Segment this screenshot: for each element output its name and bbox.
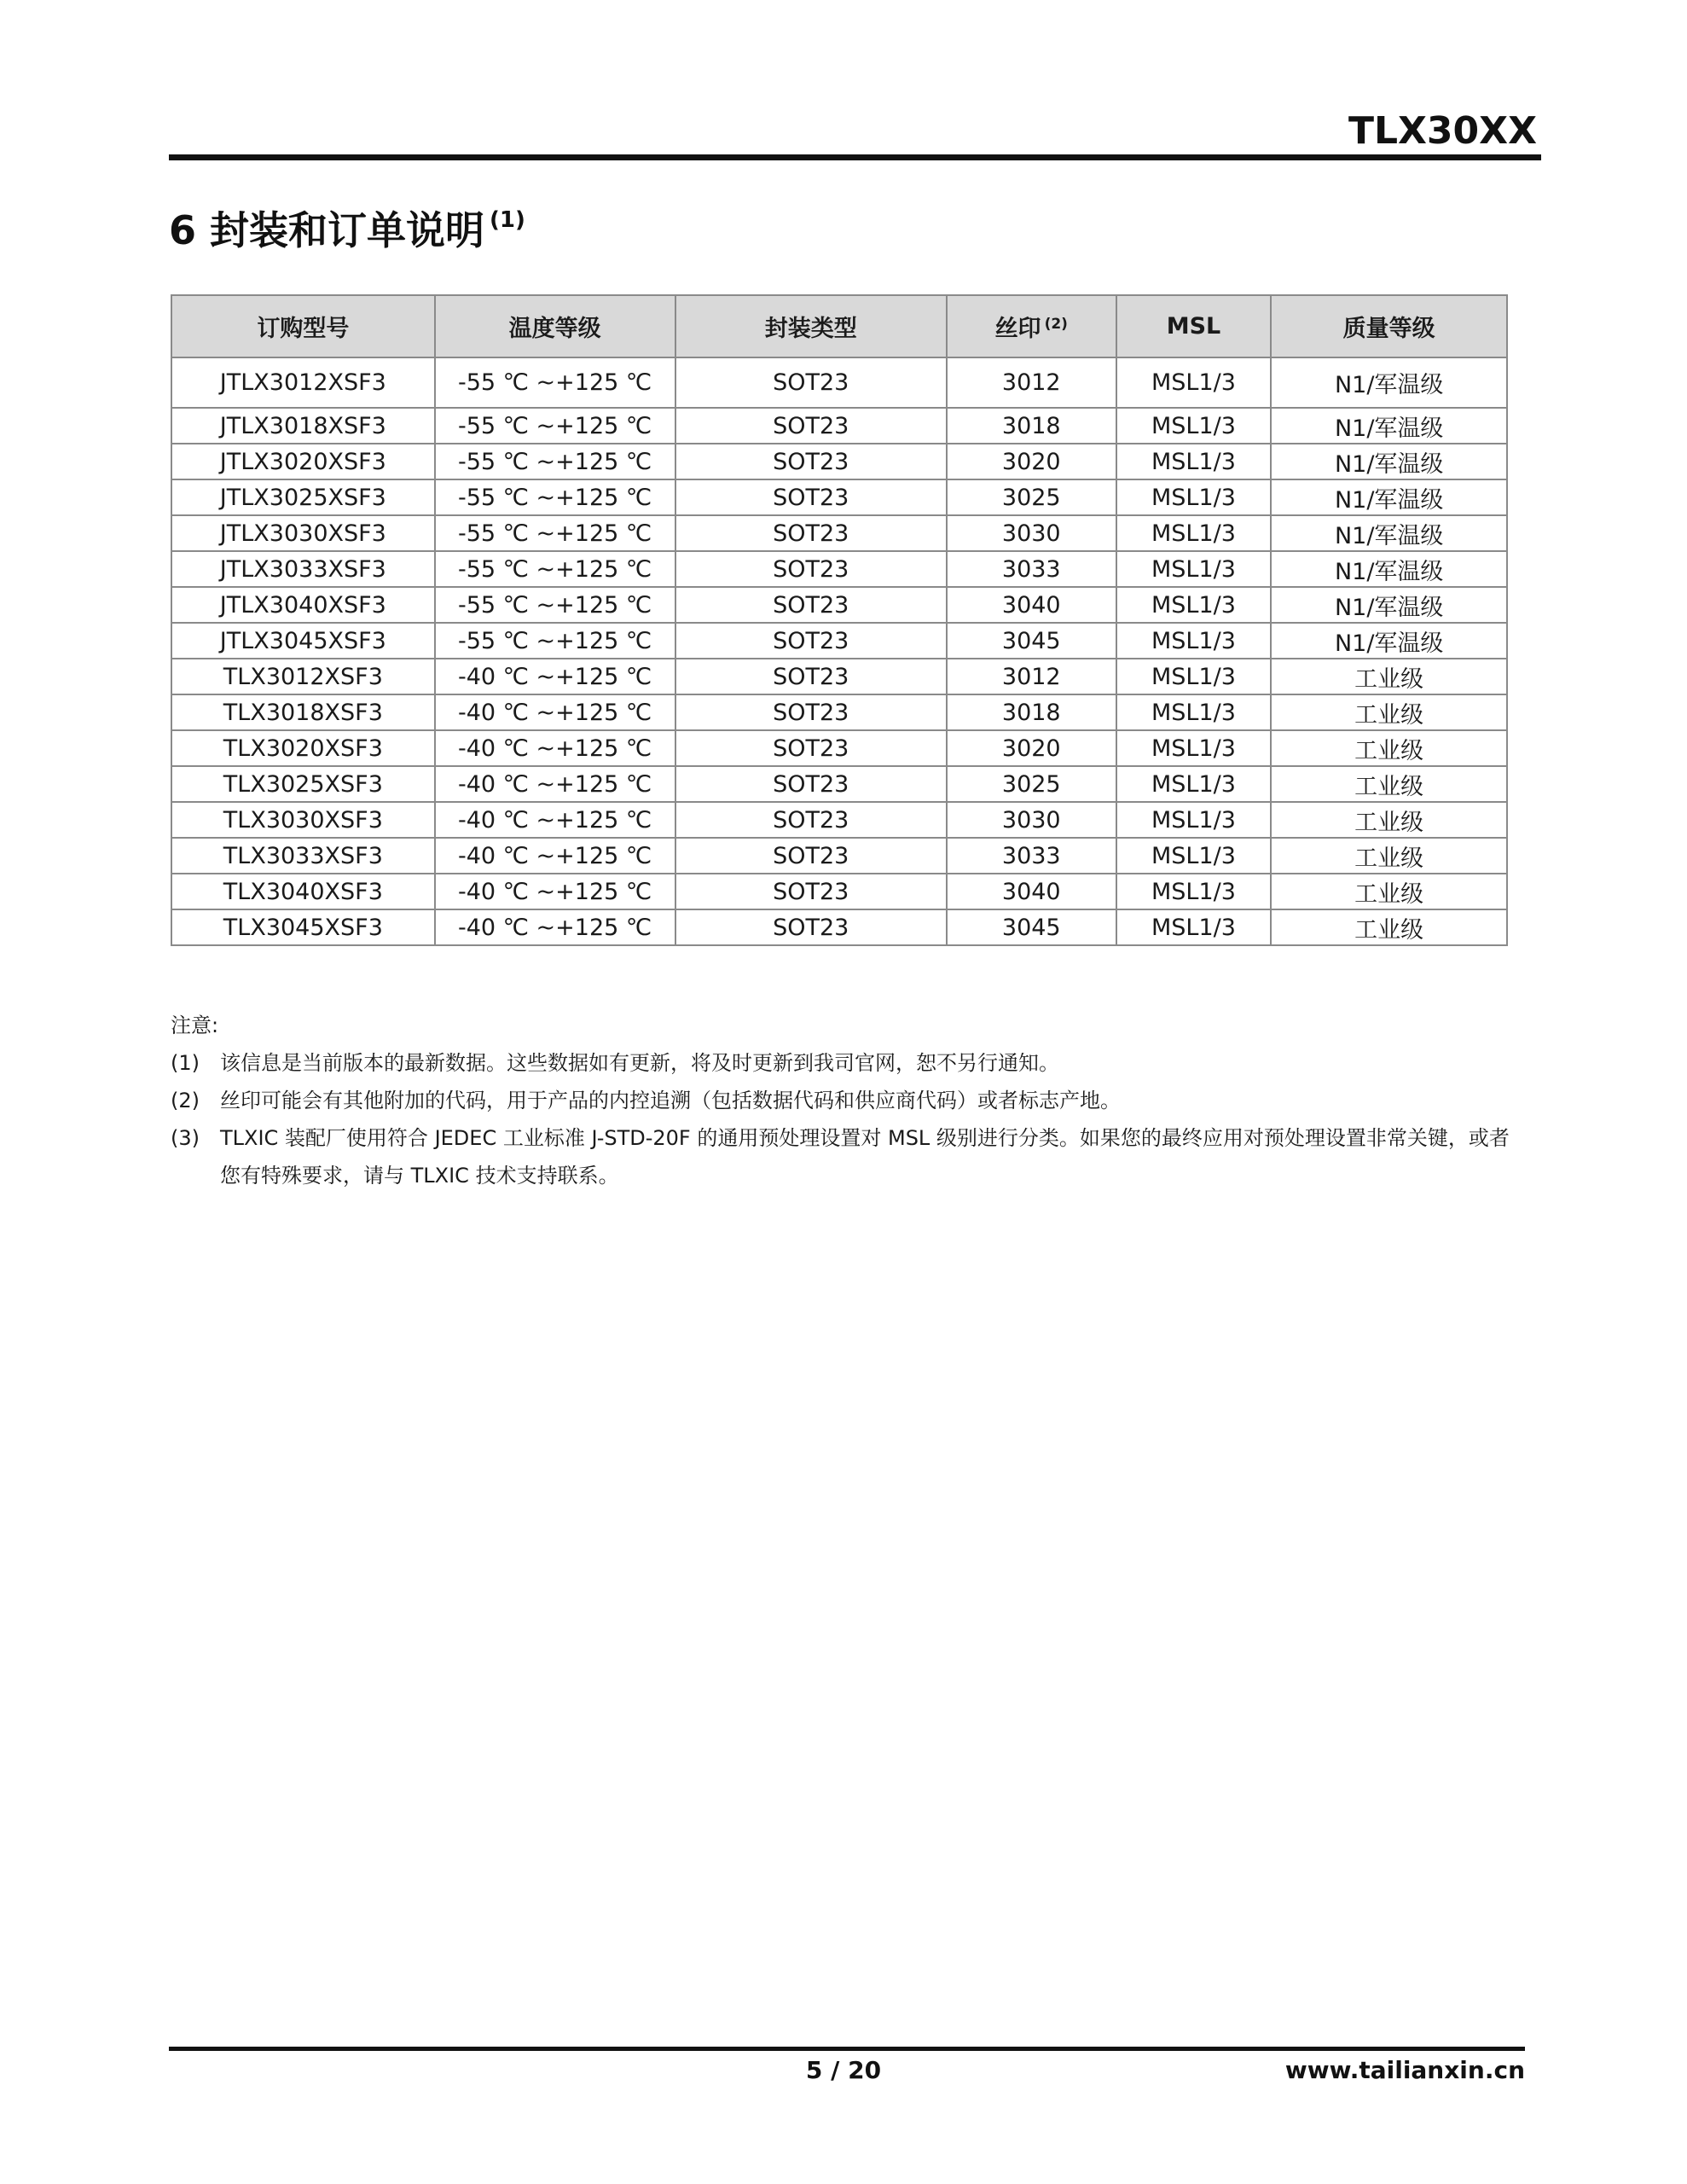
cell-temperature-grade: -40 ℃ ~+125 ℃ (435, 766, 675, 802)
cell-msl: MSL1/3 (1116, 408, 1272, 444)
note-item (171, 1082, 1518, 1119)
cell-order-number: TLX3045XSF3 (171, 909, 435, 945)
cell-temperature-grade: -55 ℃ ~+125 ℃ (435, 444, 675, 479)
cell-msl: MSL1/3 (1116, 766, 1272, 802)
website-url: www.tailianxin.cn (1284, 2056, 1525, 2084)
cell-order-number: TLX3025XSF3 (171, 766, 435, 802)
cell-marking: 3020 (947, 730, 1116, 766)
cell-msl: MSL1/3 (1116, 515, 1272, 551)
cell-msl: MSL1/3 (1116, 909, 1272, 945)
cell-order-number: TLX3040XSF3 (171, 874, 435, 909)
cell-marking: 3033 (947, 838, 1116, 874)
cell-order-number: JTLX3033XSF3 (171, 551, 435, 587)
cell-quality-grade: 工业级 (1271, 659, 1507, 694)
table-row (171, 909, 1507, 945)
cell-marking: 3012 (947, 357, 1116, 408)
note-item (171, 1119, 1518, 1194)
cell-package-type: SOT23 (675, 659, 947, 694)
note-text: TLXIC 装配厂使用符合 JEDEC 工业标准 J-STD-20F 的通用预处理设置对 MSL 级别进行分类。如果您的最终应用对预处理设置非常关键，或者您有特殊要求，请与 TLXIC 技术支持联系。 (220, 1126, 1510, 1188)
cell-temperature-grade: -40 ℃ ~+125 ℃ (435, 909, 675, 945)
cell-temperature-grade: -55 ℃ ~+125 ℃ (435, 357, 675, 408)
cell-temperature-grade: -40 ℃ ~+125 ℃ (435, 874, 675, 909)
table-row (171, 659, 1507, 694)
header-package-type: 封装类型 (675, 295, 947, 357)
cell-quality-grade: 工业级 (1271, 838, 1507, 874)
table-row (171, 874, 1507, 909)
cell-order-number: JTLX3020XSF3 (171, 444, 435, 479)
cell-package-type: SOT23 (675, 551, 947, 587)
cell-quality-grade: N1/军温级 (1271, 357, 1507, 408)
table-header-row (171, 295, 1507, 357)
cell-order-number: JTLX3040XSF3 (171, 587, 435, 623)
cell-package-type: SOT23 (675, 357, 947, 408)
cell-quality-grade: 工业级 (1271, 874, 1507, 909)
cell-marking: 3018 (947, 694, 1116, 730)
cell-marking: 3025 (947, 479, 1116, 515)
note-number: (3) (171, 1126, 200, 1150)
notes-label: 注意: (171, 1014, 219, 1037)
cell-msl: MSL1/3 (1116, 479, 1272, 515)
table-row (171, 408, 1507, 444)
cell-order-number: JTLX3025XSF3 (171, 479, 435, 515)
cell-quality-grade: N1/军温级 (1271, 515, 1507, 551)
cell-quality-grade: N1/军温级 (1271, 444, 1507, 479)
cell-quality-grade: N1/军温级 (1271, 551, 1507, 587)
cell-temperature-grade: -40 ℃ ~+125 ℃ (435, 659, 675, 694)
cell-order-number: TLX3018XSF3 (171, 694, 435, 730)
cell-temperature-grade: -55 ℃ ~+125 ℃ (435, 479, 675, 515)
header-divider (169, 154, 1541, 160)
cell-package-type: SOT23 (675, 444, 947, 479)
cell-quality-grade: N1/军温级 (1271, 623, 1507, 659)
notes-section (171, 1007, 1518, 1194)
cell-temperature-grade: -55 ℃ ~+125 ℃ (435, 408, 675, 444)
cell-temperature-grade: -55 ℃ ~+125 ℃ (435, 587, 675, 623)
table-row (171, 444, 1507, 479)
cell-marking: 3018 (947, 408, 1116, 444)
cell-quality-grade: 工业级 (1271, 694, 1507, 730)
table-row (171, 766, 1507, 802)
table-row (171, 802, 1507, 838)
cell-quality-grade: N1/军温级 (1271, 479, 1507, 515)
cell-package-type: SOT23 (675, 479, 947, 515)
cell-quality-grade: 工业级 (1271, 766, 1507, 802)
note-text: 该信息是当前版本的最新数据。这些数据如有更新，将及时更新到我司官网，恕不另行通知。 (220, 1051, 1059, 1075)
table-row (171, 730, 1507, 766)
cell-temperature-grade: -55 ℃ ~+125 ℃ (435, 515, 675, 551)
cell-marking: 3025 (947, 766, 1116, 802)
note-item (171, 1044, 1518, 1082)
cell-temperature-grade: -55 ℃ ~+125 ℃ (435, 623, 675, 659)
page-number: 5 / 20 (805, 2056, 882, 2084)
cell-order-number: TLX3012XSF3 (171, 659, 435, 694)
note-text: 丝印可能会有其他附加的代码，用于产品的内控追溯（包括数据代码和供应商代码）或者标志产地。 (220, 1089, 1121, 1112)
cell-msl: MSL1/3 (1116, 802, 1272, 838)
cell-package-type: SOT23 (675, 587, 947, 623)
cell-order-number: TLX3033XSF3 (171, 838, 435, 874)
cell-msl: MSL1/3 (1116, 694, 1272, 730)
cell-marking: 3030 (947, 515, 1116, 551)
cell-quality-grade: 工业级 (1271, 909, 1507, 945)
cell-order-number: JTLX3018XSF3 (171, 408, 435, 444)
table-row (171, 479, 1507, 515)
section-title-text: 6 封装和订单说明 (169, 207, 485, 253)
section-title-footnote-ref: (1) (490, 207, 525, 233)
header-order-number: 订购型号 (171, 295, 435, 357)
cell-msl: MSL1/3 (1116, 623, 1272, 659)
cell-marking: 3012 (947, 659, 1116, 694)
cell-package-type: SOT23 (675, 838, 947, 874)
document-header-title: TLX30XX (1348, 109, 1537, 153)
cell-order-number: TLX3020XSF3 (171, 730, 435, 766)
cell-package-type: SOT23 (675, 408, 947, 444)
table-row (171, 587, 1507, 623)
cell-temperature-grade: -40 ℃ ~+125 ℃ (435, 694, 675, 730)
table-row (171, 515, 1507, 551)
table-row (171, 357, 1507, 408)
note-number: (2) (171, 1089, 200, 1112)
cell-marking: 3033 (947, 551, 1116, 587)
cell-marking: 3020 (947, 444, 1116, 479)
cell-msl: MSL1/3 (1116, 659, 1272, 694)
cell-marking: 3045 (947, 623, 1116, 659)
cell-quality-grade: 工业级 (1271, 730, 1507, 766)
cell-package-type: SOT23 (675, 694, 947, 730)
header-marking (947, 295, 1116, 357)
table-row (171, 694, 1507, 730)
cell-package-type: SOT23 (675, 766, 947, 802)
cell-marking: 3045 (947, 909, 1116, 945)
ordering-info-table (171, 294, 1508, 946)
cell-package-type: SOT23 (675, 909, 947, 945)
header-marking-label: 丝印 (994, 316, 1041, 342)
section-title (169, 200, 525, 256)
cell-quality-grade: N1/军温级 (1271, 408, 1507, 444)
cell-temperature-grade: -40 ℃ ~+125 ℃ (435, 730, 675, 766)
cell-quality-grade: N1/军温级 (1271, 587, 1507, 623)
cell-temperature-grade: -40 ℃ ~+125 ℃ (435, 838, 675, 874)
header-temperature-grade: 温度等级 (435, 295, 675, 357)
header-quality-grade: 质量等级 (1271, 295, 1507, 357)
cell-package-type: SOT23 (675, 802, 947, 838)
cell-quality-grade: 工业级 (1271, 802, 1507, 838)
cell-msl: MSL1/3 (1116, 874, 1272, 909)
cell-msl: MSL1/3 (1116, 357, 1272, 408)
cell-temperature-grade: -55 ℃ ~+125 ℃ (435, 551, 675, 587)
cell-order-number: TLX3030XSF3 (171, 802, 435, 838)
footer-divider (169, 2047, 1525, 2051)
cell-order-number: JTLX3012XSF3 (171, 357, 435, 408)
cell-msl: MSL1/3 (1116, 838, 1272, 874)
cell-msl: MSL1/3 (1116, 730, 1272, 766)
note-number: (1) (171, 1051, 200, 1075)
cell-order-number: JTLX3030XSF3 (171, 515, 435, 551)
table-body (171, 357, 1507, 945)
cell-package-type: SOT23 (675, 623, 947, 659)
cell-temperature-grade: -40 ℃ ~+125 ℃ (435, 802, 675, 838)
table-row (171, 838, 1507, 874)
table-row (171, 623, 1507, 659)
cell-order-number: JTLX3045XSF3 (171, 623, 435, 659)
cell-package-type: SOT23 (675, 874, 947, 909)
header-marking-footnote-ref: (2) (1044, 316, 1068, 333)
cell-marking: 3040 (947, 587, 1116, 623)
table-row (171, 551, 1507, 587)
cell-msl: MSL1/3 (1116, 587, 1272, 623)
cell-package-type: SOT23 (675, 515, 947, 551)
cell-package-type: SOT23 (675, 730, 947, 766)
cell-msl: MSL1/3 (1116, 444, 1272, 479)
cell-msl: MSL1/3 (1116, 551, 1272, 587)
cell-marking: 3040 (947, 874, 1116, 909)
cell-marking: 3030 (947, 802, 1116, 838)
header-msl: MSL (1116, 295, 1272, 357)
